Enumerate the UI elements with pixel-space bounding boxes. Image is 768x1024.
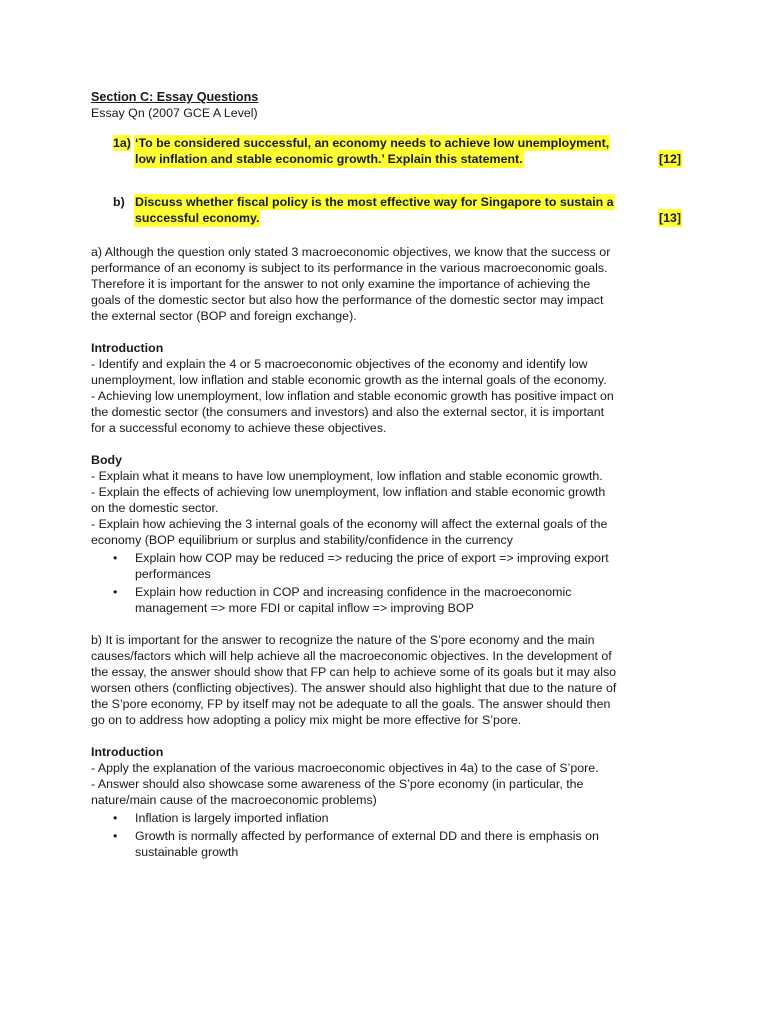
question-1b-line-2: successful economy.	[135, 211, 260, 225]
text-line: - Apply the explanation of the various macroeconomic objectives in 4a) to the case of S’pore.	[91, 761, 599, 775]
text-line: - Achieving low unemployment, low inflation and stable economic growth has positive impact on	[91, 389, 614, 403]
text-line: economy (BOP equilibrium or surplus and stability/confidence in the currency	[91, 533, 513, 547]
text-line: b) It is important for the answer to recognize the nature of the S’pore economy and the main	[91, 633, 595, 647]
answer-a-introduction-heading: Introduction	[91, 341, 164, 355]
text-line: the essay, the answer should show that FP can help to achieve some of its goals but it may also	[91, 665, 617, 679]
text-line: a) Although the question only stated 3 macroeconomic objectives, we know that the success or	[91, 245, 611, 259]
text-line: for a successful economy to achieve these objectives.	[91, 421, 387, 435]
bullet-line: • Explain how reduction in COP and increasing confidence in the macroeconomic	[135, 585, 572, 599]
text-line: - Explain the effects of achieving low unemployment, low inflation and stable economic growth	[91, 485, 606, 499]
text-line: go on to address how adopting a policy mix might be more effective for S’pore.	[91, 713, 522, 727]
question-1b-text	[135, 194, 681, 226]
question-1b-marks: [13]	[658, 211, 681, 225]
bullet-line: • Explain how COP may be reduced => reducing the price of export => improving export	[135, 551, 609, 565]
answer-b-introduction-heading: Introduction	[91, 745, 164, 759]
text-line: performance of an economy is subject to its performance in the various macroeconomic goals.	[91, 261, 608, 275]
text-line: - Explain how achieving the 3 internal goals of the economy will affect the external goals of the	[91, 517, 608, 531]
text-line: - Identify and explain the 4 or 5 macroeconomic objectives of the economy and identify low	[91, 357, 588, 371]
bullet-item	[91, 828, 681, 860]
text-line: nature/main cause of the macroeconomic problems)	[91, 793, 377, 807]
text-line: on the domestic sector.	[91, 501, 219, 515]
bullet-item	[91, 810, 681, 826]
bullet-line: sustainable growth	[135, 845, 239, 859]
question-1b	[91, 194, 681, 226]
text-line: Therefore it is important for the answer to not only examine the importance of achieving the	[91, 277, 591, 291]
answer-a-introduction	[91, 356, 681, 436]
answer-b-intro	[91, 632, 681, 728]
essay-label: Essay Qn (2007 GCE A Level)	[91, 106, 258, 120]
question-1a	[91, 135, 681, 167]
answer-b-bullets	[91, 810, 681, 860]
answer-a-body-bullets	[91, 550, 681, 616]
question-1a-number: 1a)	[113, 136, 131, 150]
bullet-line: • Growth is normally affected by performance of external DD and there is emphasis on	[135, 829, 599, 843]
question-1a-line-2: low inflation and stable economic growth.’ Explain this statement.	[135, 152, 523, 166]
section-title: Section C: Essay Questions	[91, 90, 259, 104]
text-line: the external sector (BOP and foreign exchange).	[91, 309, 357, 323]
text-line: the S’pore economy, FP by itself may not be adequate to all the goals. The answer should then	[91, 697, 611, 711]
answer-a-body	[91, 468, 681, 548]
document-content	[91, 89, 681, 860]
question-1a-text	[135, 135, 681, 167]
question-1b-number: b)	[113, 195, 125, 209]
question-1a-marks: [12]	[658, 152, 681, 166]
text-line: unemployment, low inflation and stable economic growth as the internal goals of the economy.	[91, 373, 607, 387]
bullet-line: performances	[135, 567, 211, 581]
bullet-item	[91, 584, 681, 616]
bullet-item	[91, 550, 681, 582]
text-line: - Answer should also showcase some awareness of the S’pore economy (in particular, the	[91, 777, 584, 791]
text-line: worsen others (conflicting objectives). The answer should also highlight that due to the nature of	[91, 681, 617, 695]
question-1a-line-1: ‘To be considered successful, an economy needs to achieve low unemployment,	[135, 136, 610, 150]
question-1b-line-1: Discuss whether fiscal policy is the most effective way for Singapore to sustain a	[135, 195, 614, 209]
answer-b-introduction	[91, 760, 681, 808]
bullet-line: • Inflation is largely imported inflation	[135, 811, 329, 825]
text-line: the domestic sector (the consumers and investors) and also the external sector, it is important	[91, 405, 605, 419]
answer-a-body-heading: Body	[91, 453, 122, 467]
answer-a-intro	[91, 244, 681, 324]
text-line: goals of the domestic sector but also how the performance of the domestic sector may impact	[91, 293, 604, 307]
text-line: causes/factors which will help achieve all the macroeconomic objectives. In the development of	[91, 649, 612, 663]
bullet-line: management => more FDI or capital inflow => improving BOP	[135, 601, 474, 615]
text-line: - Explain what it means to have low unemployment, low inflation and stable economic growth.	[91, 469, 603, 483]
